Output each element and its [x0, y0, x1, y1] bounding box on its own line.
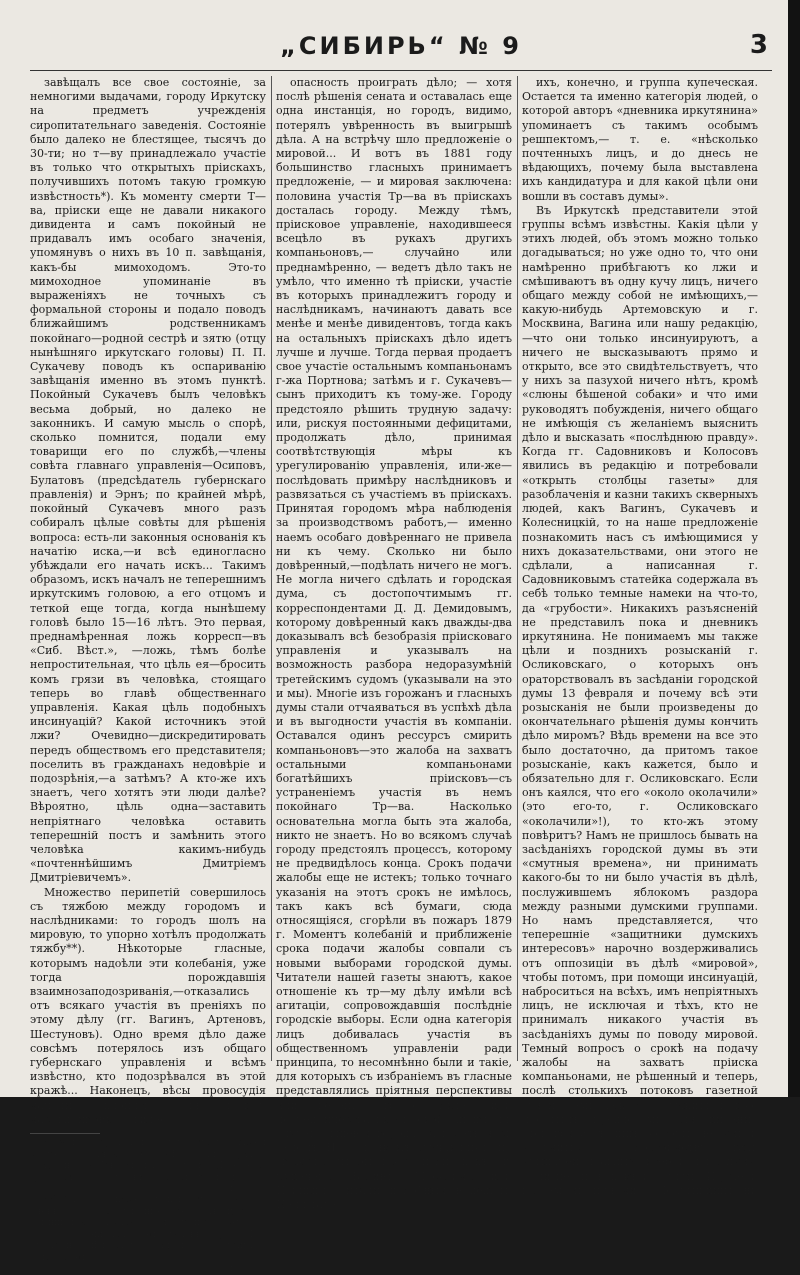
column-2 — [276, 76, 512, 1212]
paragraph: завѣщалъ все свое состояніе, за немногими выдачами, городу Иркутску на предметъ учрежденія сиропитательнаго заведенія. Состояніе было далеко не блестящее, тысячъ до 30-ти; но т—ву принадлежало участіе въ только что открытыхъ пріискахъ, получившихъ потомъ такую громкую извѣстность*). Къ моменту смерти Т—ва, пріиски еще не давали никакого дивидента и самъ покойный не придавалъ имъ особаго значенія, упомянувъ о нихъ въ 10 п. завѣщанія, какъ-бы мимоходомъ. Это-то мимоходное упоминаніе въ выраженіяхъ не точныхъ съ формальной стороны и подало поводъ ближайшимъ родственникамъ покойнаго—родной сестрѣ и зятю (отцу нынѣшняго иркутскаго головы) П. П. Сукачеву поводъ къ оспариванію завѣщанія именно въ этомъ пунктѣ. Покойный Сукачевъ былъ человѣкъ весьма добрый, но далеко не законникъ. И самую мысль о спорѣ, сколько помнится, подали ему товарищи его по службѣ,—члены совѣта главнаго управленія—Осиповъ, Булатовъ (предсѣдатель губернскаго правленія) и Эрнъ; по крайней мѣрѣ, покойный Сукачевъ много разъ собиралъ цѣлые совѣты для рѣшенія вопроса: есть-ли законныя основанія къ начатію иска,—и всѣ единогласно убѣждали его начать искъ... Такимъ образомъ, искъ началъ не теперешнимъ иркутскимъ головою, а его отцомъ и теткой еще тогда, когда нынѣшему головѣ было 15—16 лѣтъ. Это первая, преднамѣренная ложь корресп—въ «Сиб. Вѣст.», —ложь, тѣмъ болѣе непростительная, что цѣль ея—бросить комъ грязи въ человѣка, стоящаго теперь во главѣ общественнаго управленія. Какая цѣль подобныхъ инсинуацій? Какой источникъ этой лжи? Очевидно—дискредитировать передъ обществомъ его представителя; поселить въ гражданахъ недовѣріе и подозрѣнія,—а затѣмъ? А кто-же ихъ знаетъ, чего хотятъ эти люди далѣе? Вѣроятно, цѣль одна—заставить непріятнаго человѣка оставить теперешній постъ и замѣнить этого человѣка какимъ-нибудь «почтеннѣйшимъ Дмитріемъ Дмитріевичемъ». — [30, 76, 266, 885]
column-divider — [517, 76, 518, 1061]
newspaper-title: „СИБИРЬ“ № 9 — [280, 32, 522, 60]
editor-signature: Ред. — [216, 1264, 236, 1275]
page-header — [30, 30, 772, 66]
editor-signature: Ред. — [216, 1184, 236, 1195]
paragraph: Въ Иркутскѣ представители этой группы всѣмъ извѣстны. Какія цѣли у этихъ людей, объ этомъ можно только догадываться; но уже одно то, что они намѣренно прибѣгаютъ ко лжи и смѣшиваютъ въ одну кучу лицъ, ничего общаго между собой не имѣющихъ,—какую-нибудь Артемовскую и г. Москвина, Вагина или нашу редакцію,—что они только инсинуируютъ, а ничего не высказываютъ прямо и открыто, все это свидѣтельствуетъ, что у нихъ за пазухой ничего нѣтъ, кромѣ «слюны бѣшеной собаки» и что ими руководятъ побужденія, ничего общаго не имѣющія съ желаніемъ выяснить дѣло и высказать «послѣднюю правду». Когда гг. Садовниковъ и Колосовъ явились въ редакцію и потребовали «открыть столбцы газеты» для разоблаченія и казни такихъ скверныхъ людей, какъ Вагинъ, Сукачевъ и Колесницкій, то на наше предложеніе познакомить насъ съ имѣющимися у нихъ доказательствами, они этого не сдѣлали, а написанная г. Садовниковымъ статейка содержала въ себѣ только темные намеки на что-то, да «грубости». Никакихъ разъясненій не представилъ пока и дневникъ иркутянина. Не понимаемъ мы также цѣли и позднихъ розысканій г. Осликовскаго, о которыхъ онъ ораторствовалъ въ засѣданіи городской думы 13 февраля и почему всѣ эти розысканія не были произведены до окончательнаго рѣшенія думы кончить дѣло миромъ? Вѣдь времени на все это было достаточно, да притомъ такое розысканіе, какъ кажется, было и обязательно для г. Осликовскаго. Если онъ каялся, что его «около околачили» (это его-то, г. Осликовскаго «околачили»!), то кто-жъ этому повѣритъ? Намъ не пришлось бывать на засѣданіяхъ городской думы въ эти «смутныя времена», ни принимать какого-бы то ни было участія въ дѣлѣ, послужившемъ яблокомъ раздора между разными думскими группами. Но намъ представляется, что теперешніе «защитники думскихъ интересовъ» нарочно воздерживались отъ оппозиціи въ дѣлѣ «мировой», чтобы потомъ, при помощи инсинуацій, наброситься на всѣхъ, имъ непріятныхъ лицъ, не исключая и тѣхъ, кто не принималъ никакого участія въ засѣданіяхъ думы по поводу мировой. Темный вопросъ о срокѣ на подачу жалобы на захватъ пріиска компаньонами, не рѣшенный и теперь, послѣ столькихъ потоковъ газетной грязи, намъ кажется, служитъ только простымъ предлогомъ для кидания этой грязи въ лицъ, которые не умѣли «оцѣнить» по достоинству этихъ «рыцарей правды», втерлися въ думу, сами не зная, какъ и зачѣмъ. И ужели въ самомъ дѣлѣ ни г. Покрышкинъ, ни г. — [522, 203, 758, 1212]
column-1 — [30, 76, 266, 1275]
header-rule — [30, 70, 772, 71]
page-number: 3 — [749, 30, 768, 60]
footnote: **) За продолженіе тяжбы стояли многіе очень почтенные гласные прежнихъ думъ,—и мы никогда не думали осуждать ихъ за это—ни въ печати, ни какъ сами гласные думы. Мы отводъ не смѣшивали убѣжденія съ «интригами и происками». — [30, 1195, 266, 1263]
footnote-rule — [30, 1133, 100, 1134]
paragraph: опасность проиграть дѣло; — хотя послѣ рѣшенія сената и оставалась еще одна инстанція, но городъ, видимо, потерялъ увѣренность въ выигрышѣ дѣла. А на встрѣчу шло предложеніе о мировой... И вотъ въ 1881 году большинство гласныхъ принимаетъ предложеніе, — и мировая заключена: половина участія Тр—ва въ пріискахъ досталась городу. Между тѣмъ, пріисковое управленіе, находившееся всецѣло въ рукахъ другихъ компаньоновъ,— случайно или преднамѣренно, — ведетъ дѣло такъ не умѣло, что именно тѣ пріиски, участіе въ которыхъ принадлежитъ городу и наслѣдникамъ, начинаютъ давать все менѣе и менѣе дивидентовъ, тогда какъ на остальныхъ пріискахъ дѣло идетъ лучше и лучше. Тогда первая продаетъ свое участіе остальнымъ компаньонамъ г-жа Портнова; затѣмъ и г. Сукачевъ—сынъ приходитъ къ тому-же. Городу предстояло рѣшить трудную задачу: или, рискуя постоянными дефицитами, продолжать дѣло, принимая соотвѣтствующія мѣры къ урегулированію управленія, или-же—послѣдовать примѣру наслѣдниковъ и развязаться съ участіемъ въ пріискахъ. Принятая городомъ мѣра наблюденія за производствомъ работъ,— именно наемъ особаго довѣреннаго не привела ни къ чему. Сколько ни было довѣренный,—подѣлать ничего не могъ. Не могла ничего сдѣлать и городская дума, съ достопочтимымъ гг. корреспондентами Д. Д. Демидовымъ, которому довѣренный какъ дважды-два доказывалъ всѣ безобразія пріисковаго управленія и указывалъ на возможность разбора недоразумѣній третейскимъ судомъ (указывали на это и мы). Многіе изъ горожанъ и гласныхъ думы стали отчаяваться въ успѣхѣ дѣла и въ выгодности участія въ компаніи. Оставался одинъ рессурсъ смирить компаньоновъ—это жалоба на захватъ остальными компаньонами богатѣйшихъ пріисковъ—съ устраненіемъ участія въ немъ покойнаго Тр—ва. Насколько основательна могла быть эта жалоба, никто не знаетъ. Но во всякомъ случаѣ городу предстоялъ процессъ, которому не предвидѣлось конца. Срокъ подачи жалобы еще не истекъ; только точнаго указанія на этотъ срокъ не имѣлось, такъ какъ всѣ бумаги, сюда относящіяся, сгорѣли въ пожаръ 1879 г. Моментъ колебаній и приближеніе срока подачи жалобы совпали съ новыми выборами городской думы. Читатели нашей газеты знаютъ, какое отношеніе къ тр—му дѣлу имѣли всѣ агитаціи, сопровождавшія послѣдніе городскіе выборы. Если одна категорія лицъ добивалась участія въ общественномъ управленіи ради принципа, то несомнѣнно были и такіе, для которыхъ съ избраніемъ въ гласные представлялись пріятныя перспективы или веденія тр—го дѣла, или посредничества въ мировой сдѣлкѣ, въ случаѣ рѣшенія города развязаться съ дѣломъ. Но во всякомъ случаѣ никто не скажетъ, чтобы такіе люди, какъ гг. Сукачевъ, Вагинъ, Москвинъ или Птицынъ питали подобныя надежды. Не питала — [276, 76, 512, 1212]
paragraph: ихъ, конечно, и группа купеческая. Остается та именно категорія людей, о которой авторъ «дневника иркутянина» упоминаетъ съ такимъ особымъ решпектомъ,— т. е. «нѣсколько почтенныхъ лицъ, и до днесь не вѣдающихъ, почему была выставлена ихъ кандидатура и для какой цѣли они вошли въ составъ думы». — [522, 76, 758, 203]
column-3 — [522, 76, 758, 1212]
paragraph: Множество перипетій совершилось съ тяжбою между городомъ и наслѣдниками: то городъ шолъ на мировую, то упорно хотѣлъ продолжать тяжбу**). Нѣкоторые гласные, которымъ надоѣли эти колебанія, уже тогда порождавшія взаимнозаподозриванія,—отказались отъ всякаго участія въ преніяхъ по этому дѣлу (гг. Вагинъ, Артеновъ, Шестуновъ). Одно время дѣло даже совсѣмъ потерялось изъ общаго губернскаго управленія и всѣмъ извѣстно, кто подозрѣвался въ этой кражѣ... Наконецъ, вѣсы провосудія начали склоняться въ пользу наслѣдниковъ,—явилась — [30, 885, 266, 1126]
scan-edge — [788, 0, 800, 1097]
footnote: *) Мы не ручаемся за точность изложенія частностей дѣла, не имѣя подъ руками документовъ. Мы слышали, что въ „Изв. вор. думы“ скоро появится вся исторія тр—го дѣла. — [30, 1138, 266, 1183]
column-divider — [271, 76, 272, 1061]
